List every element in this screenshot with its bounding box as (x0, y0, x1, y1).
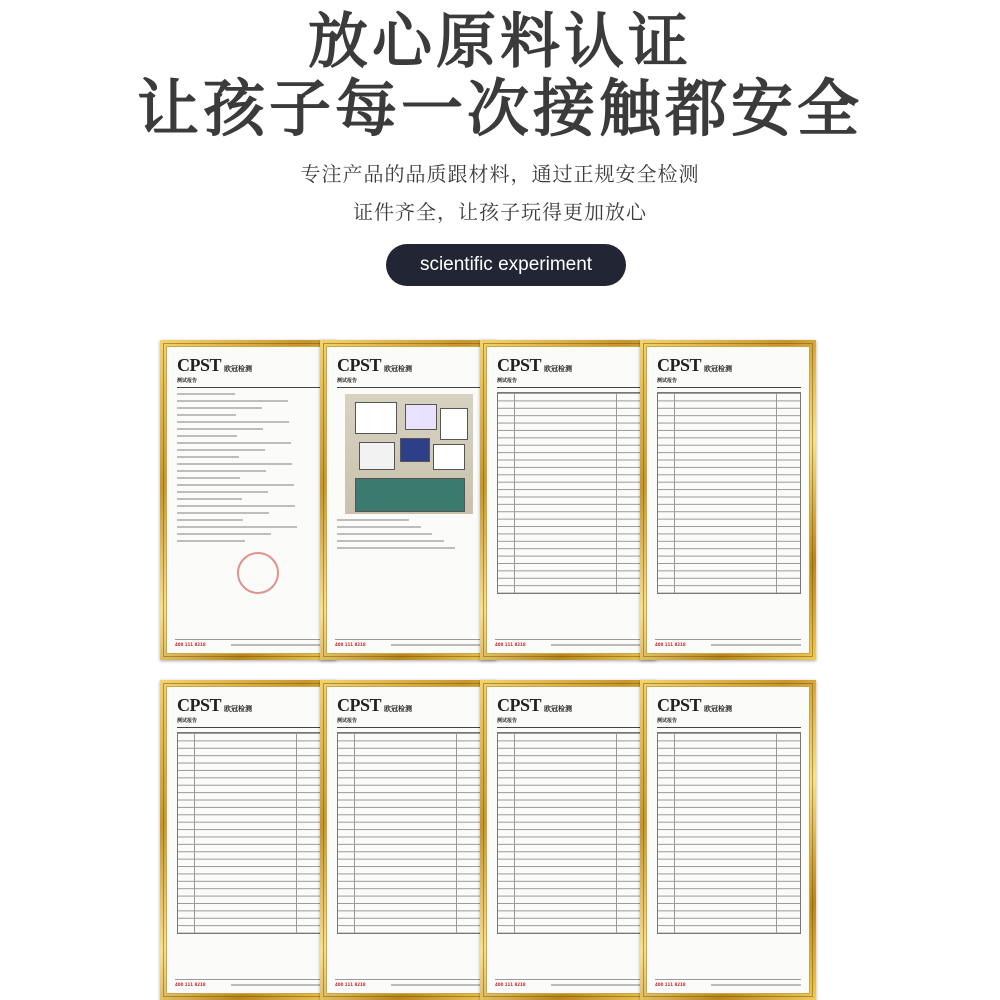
cpst-logo (657, 695, 801, 716)
subtitle-line-1: 专注产品的品质跟材料，通过正规安全检测 (300, 162, 700, 186)
cpst-brand-cn: 欧冠检测 (224, 705, 253, 713)
test-results-table (497, 392, 641, 594)
hotline-number: 400 111 8218 (655, 642, 686, 647)
test-results-table (337, 732, 481, 934)
headline-line-2: 让孩子每一次接触都安全 (136, 72, 863, 145)
cpst-brand-cn: 欧冠检测 (544, 705, 573, 713)
certificate-footer (495, 639, 641, 647)
certificate-frame (640, 340, 816, 660)
cpst-brand: CPST (177, 695, 222, 715)
hotline-number: 400 111 8218 (175, 642, 206, 647)
hotline-number: 400 111 8218 (175, 982, 206, 987)
cpst-logo (497, 355, 641, 376)
cpst-brand: CPST (657, 695, 702, 715)
report-title: 测试报告 (657, 718, 678, 724)
cpst-brand: CPST (337, 355, 382, 375)
report-title: 测试报告 (337, 718, 358, 724)
certificate-frame (320, 680, 496, 1000)
certificate-frame (160, 340, 336, 660)
certificate-footer (335, 979, 481, 987)
cpst-brand-cn: 欧冠检测 (544, 365, 573, 373)
report-title: 测试报告 (497, 718, 518, 724)
certificate-document (646, 686, 810, 994)
hotline-number: 400 111 8218 (495, 982, 526, 987)
certificate-footer (175, 979, 321, 987)
cpst-brand: CPST (497, 695, 542, 715)
hotline-number: 400 111 8218 (655, 982, 686, 987)
cpst-brand: CPST (337, 695, 382, 715)
hotline-number: 400 111 8218 (335, 982, 366, 987)
cpst-logo (337, 355, 481, 376)
cpst-logo (177, 695, 321, 716)
certificate-document (166, 346, 330, 654)
report-title: 测试报告 (177, 718, 198, 724)
report-title: 测试报告 (177, 378, 198, 384)
certificate-document (326, 346, 490, 654)
test-results-table (657, 392, 801, 594)
report-title: 测试报告 (337, 378, 358, 384)
cpst-logo (337, 695, 481, 716)
certificate-frame (160, 680, 336, 1000)
test-results-table (177, 732, 321, 934)
certificate-document (646, 346, 810, 654)
cpst-logo (497, 695, 641, 716)
cpst-brand-cn: 欧冠检测 (704, 365, 733, 373)
cpst-brand-cn: 欧冠检测 (384, 365, 413, 373)
cpst-brand-cn: 欧冠检测 (384, 705, 413, 713)
certificate-document (166, 686, 330, 994)
cpst-brand-cn: 欧冠检测 (224, 365, 253, 373)
seal-stamp (237, 552, 279, 594)
certificate-footer (335, 639, 481, 647)
certificate-footer (655, 639, 801, 647)
cpst-brand: CPST (177, 355, 222, 375)
report-title: 测试报告 (657, 378, 678, 384)
certificate-frame (480, 340, 656, 660)
sample-photo (345, 394, 473, 514)
certificate-document (326, 686, 490, 994)
certificate-document (486, 686, 650, 994)
certificate-frame (640, 680, 816, 1000)
hotline-number: 400 111 8218 (495, 642, 526, 647)
cpst-brand: CPST (657, 355, 702, 375)
test-results-table (657, 732, 801, 934)
certificate-footer (495, 979, 641, 987)
certificate-footer (175, 639, 321, 647)
cpst-brand: CPST (497, 355, 542, 375)
subtitle-line-2: 证件齐全，让孩子玩得更加放心 (353, 200, 647, 224)
report-title: 测试报告 (497, 378, 518, 384)
cpst-brand-cn: 欧冠检测 (704, 705, 733, 713)
certificate-document (486, 346, 650, 654)
scientific-experiment-badge: scientific experiment (386, 244, 626, 286)
test-results-table (497, 732, 641, 934)
hotline-number: 400 111 8218 (335, 642, 366, 647)
certificate-frame (480, 680, 656, 1000)
headline-line-1: 放心原料认证 (308, 7, 692, 77)
cpst-logo (657, 355, 801, 376)
cpst-logo (177, 355, 321, 376)
certificate-footer (655, 979, 801, 987)
certificate-frame (320, 340, 496, 660)
